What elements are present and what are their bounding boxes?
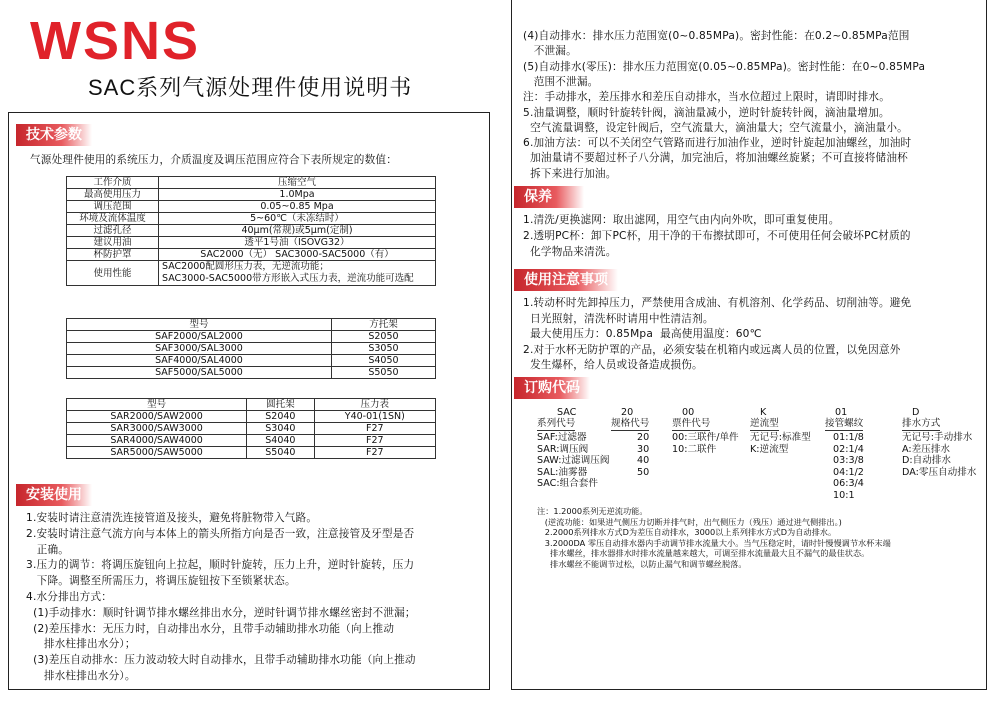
text-line: 不泄漏。 — [523, 45, 577, 58]
section-title-maintain: 保养 — [514, 186, 584, 208]
order-option: 10:1 — [833, 490, 855, 501]
params-row — [67, 237, 436, 249]
order-option: 无记号:手动排水 — [902, 432, 973, 443]
order-option: 01:1/8 — [833, 432, 864, 443]
table-row — [67, 367, 436, 379]
order-note-line: 排水螺丝不能调节过松，以防止漏气和调节螺丝脱落。 — [537, 559, 747, 569]
order-option: 03:3/8 — [833, 455, 864, 467]
order-code-0: SAC — [557, 407, 577, 418]
section-title-order: 订购代码 — [514, 377, 590, 399]
table-header-row — [67, 319, 436, 331]
table-cell: S3050 — [331, 343, 435, 355]
table-cell: S4050 — [331, 355, 435, 367]
order-option: SAW:过滤调压阀 — [537, 455, 610, 467]
text-line: 排水柱排出水分）。 — [26, 670, 136, 682]
table-cell: SAF4000/SAL4000 — [67, 355, 332, 367]
table-cell: S3040 — [247, 423, 314, 435]
text-line: 1.清洗/更换滤网：取出滤网，用空气由内向外吹，即可重复使用。 — [523, 214, 840, 226]
table-row — [67, 411, 436, 423]
table-header-cell: 方托架 — [331, 319, 435, 331]
order-option: 10:二联件 — [672, 443, 717, 455]
text-line: 2.对于水杯无防护罩的产品，必须安装在机箱内或远离人员的位置，以免因意外 — [523, 343, 901, 356]
table-cell: F27 — [314, 423, 435, 435]
gauge-table — [66, 398, 436, 459]
text-line: (5)自动排水(零压)：排水压力范围宽(0.05~0.85MPa)。密封性能：在0~0.85MPa — [523, 60, 926, 73]
table-cell: F27 — [314, 435, 435, 447]
text-line: 2.透明PC杯：卸下PC杯，用干净的干布擦拭即可，不可使用任何会破坏PC材质的 — [523, 229, 911, 242]
table-cell: Y40-01(1SN) — [314, 411, 435, 423]
text-line: 发生爆杯，给人员或设备造成损伤。 — [523, 359, 703, 371]
text-line: (1)手动排水：顺时针调节排水螺丝排出水分，逆时针调节排水螺丝密封不泄漏； — [26, 606, 416, 619]
section-header-install — [16, 484, 92, 506]
param-label: 最高使用压力 — [67, 189, 159, 201]
section-header-notes — [514, 269, 618, 291]
order-option: 06:3/4 — [833, 478, 864, 490]
order-option: 30 — [637, 443, 650, 455]
table-header-row — [67, 399, 436, 411]
section-header-order — [514, 377, 590, 399]
text-line: 最大使用压力：0.85Mpa 最高使用温度：60℃ — [523, 328, 762, 340]
table-cell: SAR3000/SAW3000 — [67, 423, 247, 435]
table-row — [67, 435, 436, 447]
params-row — [67, 213, 436, 225]
order-note-line: 3.2000DA 零压自动排水器内手动调节排水流量大小。当气压稳定时，请时针慢慢调节水杯末端 — [537, 537, 891, 548]
table-cell: SAF5000/SAL5000 — [67, 367, 332, 379]
text-line: 拆下来进行加油。 — [523, 167, 617, 180]
order-option: D:自动排水 — [902, 455, 951, 467]
order-header-0: 系列代号 — [537, 418, 576, 429]
order-option: 00:三联件/单件 — [672, 432, 739, 443]
order-option: SAL:油雾器 — [537, 466, 588, 478]
section-header-maintain — [514, 186, 584, 208]
param-value: 透平1号油（ISOVG32） — [159, 237, 436, 249]
section-title-notes: 使用注意事项 — [514, 269, 618, 291]
text-line: 2.安装时请注意气流方向与本体上的箭头所指方向是否一致，注意接管及牙型是否 — [26, 527, 415, 540]
order-note-line: 2.2000系列排水方式D为差压自动排水，3000以上系列排水方式D为自动排水。 — [537, 527, 837, 538]
section-header-tech — [16, 124, 92, 146]
table-cell: SAR4000/SAW4000 — [67, 435, 247, 447]
param-value: 40μm(常规)或5μm(定制) — [159, 225, 436, 237]
order-note-line: (逆流功能：如果进气侧压力切断并排气时，出气侧压力（残压）通过进气侧排出。) — [537, 516, 842, 527]
text-line: 空气流量调整，设定针阀后，空气流量大，滴油量大；空气流量小，滴油量小。 — [523, 121, 908, 134]
order-note-line: 排水螺丝，排水器排水时排水流量越来越大，可调至排水流量最大且不漏气的最佳状态。 — [537, 548, 870, 559]
tech-intro: 气源处理件使用的系统压力，介质温度及调压范围应符合下表所规定的数值： — [30, 154, 397, 166]
text-line: 加油量请不要超过杯子八分满，加完油后，将加油螺丝旋紧；不可直接将储油杯 — [523, 152, 908, 165]
params-row — [67, 177, 436, 189]
table-row — [67, 331, 436, 343]
order-option: 02:1/4 — [833, 443, 864, 455]
param-label: 工作介质 — [67, 177, 159, 189]
section-title-install: 安装使用 — [16, 484, 92, 506]
document-title: SAC系列气源处理件使用说明书 — [88, 75, 413, 100]
order-option: SAC:组合套件 — [537, 478, 598, 490]
order-option: K:逆流型 — [750, 443, 789, 455]
table-cell: SAF2000/SAL2000 — [67, 331, 332, 343]
section-title-tech: 技术参数 — [16, 124, 92, 146]
text-line: 下降。调整至所需压力，将调压旋钮按下至锁紧状态。 — [26, 575, 296, 588]
order-header-2: 票件代号 — [672, 418, 711, 429]
order-header-5: 排水方式 — [902, 418, 941, 429]
text-line: 5.油量调整，顺时针旋转针阀，滴油量减小，逆时针旋转针阀，滴油量增加。 — [523, 106, 890, 119]
param-label: 环境及流体温度 — [67, 213, 159, 225]
param-label: 过滤孔径 — [67, 225, 159, 237]
order-code-2: 00 — [682, 407, 695, 418]
table-header-cell: 压力表 — [314, 399, 435, 411]
order-header-1: 规格代号 — [611, 418, 650, 429]
order-code-1: 20 — [621, 407, 634, 418]
table-cell: F27 — [314, 447, 435, 459]
order-option: 20 — [637, 432, 650, 443]
brand-logo: WSNS — [30, 11, 200, 71]
param-label: 杯防护罩 — [67, 249, 159, 261]
param-value: 1.0Mpa — [159, 189, 436, 201]
table-cell: SAF3000/SAL3000 — [67, 343, 332, 355]
table-row — [67, 355, 436, 367]
order-code-4: 01 — [835, 407, 848, 418]
params-row — [67, 261, 436, 286]
text-line: 日光照射，清洗杯时请用中性清洁剂。 — [523, 312, 714, 325]
table-cell: SAR2000/SAW2000 — [67, 411, 247, 423]
table-cell: S5050 — [331, 367, 435, 379]
text-line: 1.安装时请注意清洗连接管道及接头，避免将脏物带入气路。 — [26, 512, 318, 524]
param-value: 0.05~0.85 Mpa — [159, 201, 436, 213]
text-line: (3)差压自动排水：压力波动较大时自动排水，且带手动辅助排水功能（向上推动 — [26, 654, 416, 667]
text-line: 3.压力的调节：将调压旋钮向上拉起，顺时针旋转，压力上升，逆时针旋转，压力 — [26, 559, 415, 572]
params-table — [66, 176, 436, 286]
params-row — [67, 225, 436, 237]
params-row — [67, 249, 436, 261]
param-value — [159, 261, 436, 286]
table-header-cell: 型号 — [67, 319, 332, 331]
param-value: 5~60℃（未冻结时） — [159, 213, 436, 225]
table-row — [67, 343, 436, 355]
text-line: 4.水分排出方式： — [26, 591, 113, 603]
order-header-4: 接管螺纹 — [825, 418, 864, 429]
table-cell: S2050 — [331, 331, 435, 343]
param-value: 压缩空气 — [159, 177, 436, 189]
order-code-3: K — [760, 407, 767, 418]
order-option: A:差压排水 — [902, 443, 951, 455]
param-value-line1: SAC2000配圆形压力表，无逆流功能； — [162, 261, 329, 272]
table-row — [67, 447, 436, 459]
order-option: 无记号:标准型 — [750, 432, 811, 443]
order-option: DA:零压自动排水 — [902, 466, 977, 478]
table-cell: S2040 — [247, 411, 314, 423]
bracket-table — [66, 318, 436, 379]
table-cell: SAR5000/SAW5000 — [67, 447, 247, 459]
table-cell: S5040 — [247, 447, 314, 459]
order-option: SAF:过滤器 — [537, 432, 587, 443]
table-header-cell: 型号 — [67, 399, 247, 411]
text-line: (2)差压排水：无压力时，自动排出水分，且带手动辅助排水功能（向上推动 — [26, 622, 395, 635]
param-value-line2: SAC3000-SAC5000带方形嵌入式压力表，逆流功能可选配 — [162, 273, 414, 284]
param-label: 调压范围 — [67, 201, 159, 213]
order-option: 40 — [637, 455, 650, 467]
order-option: SAR:调压阀 — [537, 443, 589, 455]
param-label: 建议用油 — [67, 237, 159, 249]
text-line: 注：手动排水，差压排水和差压自动排水，当水位超过上限时，请即时排水。 — [523, 91, 890, 104]
params-row — [67, 201, 436, 213]
order-code-5: D — [912, 407, 920, 418]
table-header-cell: 圆托架 — [247, 399, 314, 411]
order-note-line: 注：1.2000系列无逆流功能。 — [537, 506, 648, 516]
text-line: 化学物品来清洗。 — [523, 245, 617, 258]
table-cell: S4040 — [247, 435, 314, 447]
param-label: 使用性能 — [67, 261, 159, 286]
text-line: (4)自动排水：排水压力范围宽(0~0.85MPa)。密封性能：在0.2~0.85MPa范围 — [523, 30, 910, 42]
text-line: 6.加油方法：可以不关闭空气管路而进行加油作业，逆时针旋起加油螺丝，加油时 — [523, 137, 912, 150]
order-header-3: 逆流型 — [750, 418, 779, 429]
order-option: 50 — [637, 466, 650, 478]
table-row — [67, 423, 436, 435]
params-row — [67, 189, 436, 201]
text-line: 范围不泄漏。 — [523, 75, 599, 88]
text-line: 排水柱排出水分）； — [26, 638, 136, 651]
order-option: 04:1/2 — [833, 466, 864, 478]
param-value: SAC2000（无） SAC3000-SAC5000（有） — [159, 249, 436, 261]
text-line: 正确。 — [26, 543, 70, 556]
text-line: 1.转动杯时先卸掉压力，严禁使用含成油、有机溶剂、化学药品、切削油等。避免 — [523, 297, 912, 309]
